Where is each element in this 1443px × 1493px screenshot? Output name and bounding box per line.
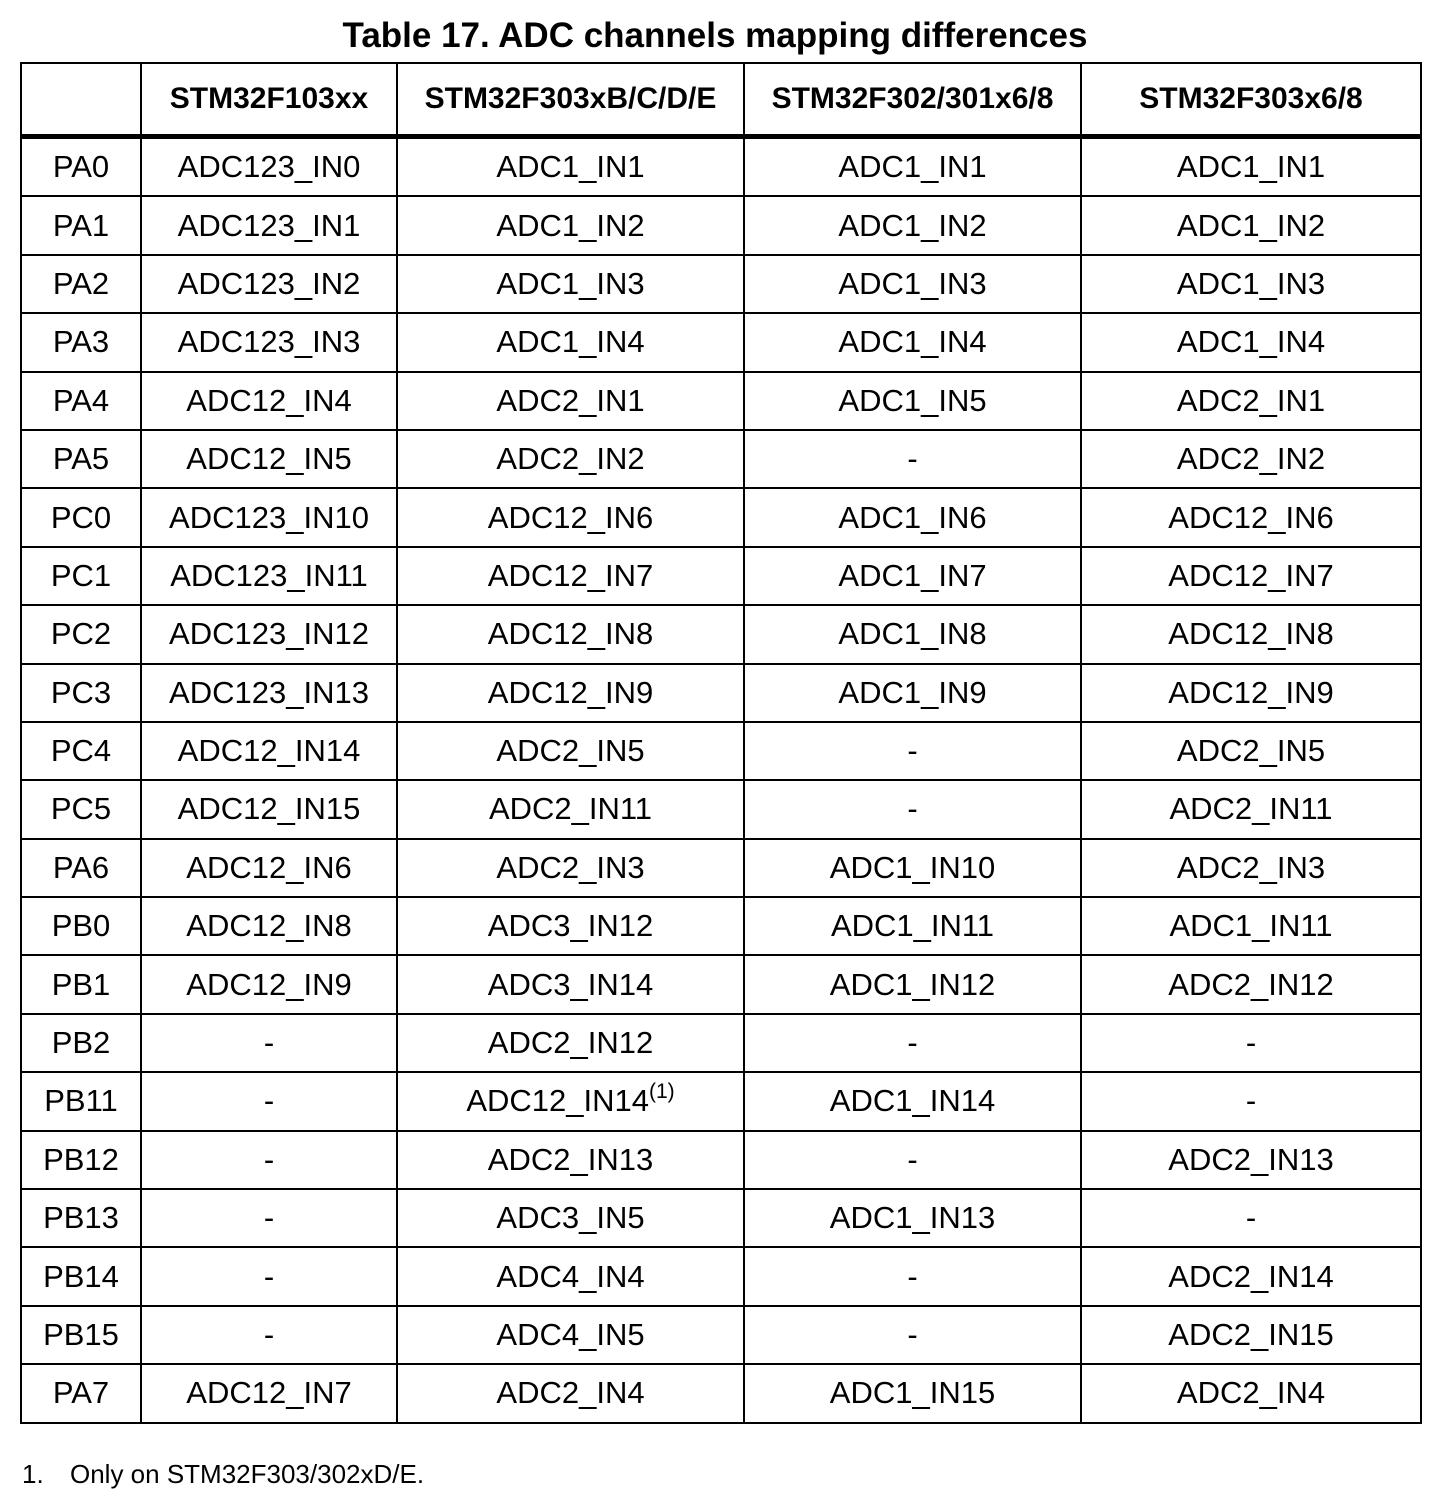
cell-stm32f302-301x68 [744,722,1081,780]
cell-stm32f103xx-text: ADC123_IN12 [169,616,369,652]
cell-stm32f303xbcde [397,313,744,371]
cell-stm32f303x68-text: ADC1_IN2 [1176,207,1326,243]
cell-stm32f303xbcde-text: ADC1_IN2 [496,207,645,243]
cell-stm32f303xbcde [397,196,744,254]
cell-stm32f302-301x68-text: ADC1_IN13 [829,1200,996,1236]
cell-stm32f303x68-text: ADC12_IN9 [1168,674,1334,710]
footnote-number: 1. [22,1459,44,1489]
cell-stm32f103xx [141,196,397,254]
cell-pin [21,664,141,722]
cell-stm32f303xbcde-text: ADC4_IN4 [496,1258,645,1294]
cell-stm32f303xbcde [397,839,744,897]
cell-stm32f303x68 [1081,547,1421,605]
cell-stm32f103xx-text: ADC12_IN5 [186,441,352,477]
cell-stm32f303xbcde [397,1247,744,1305]
cell-stm32f303x68 [1081,664,1421,722]
cell-stm32f103xx-text: ADC123_IN3 [177,324,361,360]
cell-stm32f302-301x68 [744,839,1081,897]
cell-pin [21,430,141,488]
table-row [21,430,1421,488]
cell-stm32f303x68-text: ADC2_IN1 [1176,382,1326,418]
header-stm32f303xbcde: STM32F303xB/C/D/E [397,63,744,137]
cell-stm32f303x68 [1081,780,1421,838]
cell-stm32f303x68 [1081,1072,1421,1130]
cell-stm32f302-301x68 [744,137,1081,197]
cell-pin [21,1189,141,1247]
cell-stm32f303x68-text: ADC1_IN11 [1169,908,1333,944]
cell-stm32f302-301x68-text: ADC1_IN10 [829,849,996,885]
header-stm32f302-301x68: STM32F302/301x6/8 [744,63,1081,137]
cell-stm32f103xx-text: - [263,1025,275,1061]
cell-stm32f302-301x68 [744,372,1081,430]
cell-stm32f303xbcde [397,897,744,955]
cell-stm32f303x68-text: ADC1_IN4 [1176,324,1326,360]
cell-stm32f103xx-text: ADC12_IN8 [186,908,352,944]
cell-stm32f302-301x68-text: ADC1_IN4 [838,324,987,360]
cell-stm32f303xbcde-text: ADC2_IN11 [488,791,653,827]
cell-stm32f103xx-text: ADC12_IN15 [177,791,361,827]
table-row [21,1306,1421,1364]
cell-pin-text: PA2 [52,265,110,301]
cell-stm32f302-301x68 [744,1364,1081,1422]
cell-stm32f303xbcde-text: ADC1_IN1 [496,149,645,185]
cell-pin-text: PA1 [52,207,110,243]
cell-pin-text: PB0 [51,908,111,944]
table-title: Table 17. ADC channels mapping differences [342,16,1088,55]
cell-stm32f103xx [141,1014,397,1072]
table-row [21,780,1421,838]
cell-stm32f303xbcde [397,1189,744,1247]
table-row [21,372,1421,430]
table-row [21,137,1421,197]
cell-stm32f103xx [141,955,397,1013]
cell-stm32f303xbcde [397,255,744,313]
cell-pin-text: PB1 [51,966,111,1002]
cell-pin [21,488,141,546]
table-row [21,839,1421,897]
cell-pin [21,372,141,430]
table-row [21,1072,1421,1130]
cell-stm32f303x68-text: - [1245,1025,1257,1061]
cell-stm32f103xx [141,137,397,197]
cell-pin-text: PA6 [52,849,110,885]
cell-pin-text: PC3 [50,674,112,710]
cell-stm32f303x68-text: ADC2_IN4 [1176,1375,1326,1411]
cell-pin [21,780,141,838]
cell-stm32f103xx [141,1072,397,1130]
cell-pin-text: PA7 [52,1375,110,1411]
cell-pin [21,137,141,197]
cell-stm32f303x68-text: ADC1_IN1 [1176,149,1326,185]
cell-stm32f302-301x68 [744,196,1081,254]
cell-stm32f303xbcde [397,488,744,546]
cell-stm32f302-301x68 [744,897,1081,955]
cell-pin-text: PC4 [50,733,112,769]
cell-stm32f303xbcde-text: ADC4_IN5 [496,1317,645,1352]
table-row [21,547,1421,605]
cell-stm32f302-301x68-text: ADC1_IN8 [838,616,987,652]
cell-stm32f302-301x68-text: ADC1_IN14 [829,1083,996,1119]
cell-stm32f303xbcde [397,1364,744,1422]
cell-pin-text: PA4 [52,382,110,418]
cell-stm32f303xbcde-text: ADC2_IN13 [487,1141,654,1177]
cell-stm32f303x68 [1081,1364,1421,1422]
cell-stm32f103xx [141,1364,397,1422]
cell-stm32f303x68-text: ADC2_IN15 [1168,1317,1334,1352]
cell-pin [21,1306,141,1364]
cell-stm32f303x68 [1081,1306,1421,1364]
table-row [21,196,1421,254]
table-row [21,955,1421,1013]
cell-stm32f303xbcde [397,1014,744,1072]
cell-stm32f303x68-text: ADC2_IN2 [1176,441,1326,477]
cell-stm32f303x68 [1081,605,1421,663]
cell-stm32f303x68-text: ADC1_IN3 [1176,265,1326,301]
cell-stm32f303xbcde-text: ADC2_IN1 [496,382,645,418]
table-row [21,722,1421,780]
header-pin [21,63,141,137]
cell-pin-text: PA3 [52,324,110,360]
cell-pin-text: PA0 [52,149,110,185]
cell-stm32f303xbcde-text: ADC1_IN3 [496,265,645,301]
cell-stm32f303x68-text: - [1245,1083,1257,1119]
cell-stm32f103xx [141,430,397,488]
cell-stm32f303x68 [1081,839,1421,897]
cell-pin-text: PC0 [50,499,112,535]
cell-stm32f103xx-text: ADC123_IN13 [169,674,369,710]
cell-stm32f303x68 [1081,1014,1421,1072]
cell-stm32f103xx-text: - [263,1200,275,1236]
header-stm32f303x68: STM32F303x6/8 [1081,63,1421,137]
cell-stm32f303xbcde-text: ADC3_IN12 [487,908,654,944]
cell-stm32f302-301x68-text: ADC1_IN12 [829,966,996,1002]
cell-pin-text: PA5 [52,441,110,477]
cell-stm32f302-301x68-text: ADC1_IN7 [838,557,987,593]
cell-stm32f103xx-text: ADC123_IN0 [177,149,361,185]
cell-stm32f303x68 [1081,955,1421,1013]
cell-stm32f302-301x68 [744,255,1081,313]
cell-pin [21,897,141,955]
table-row [21,1364,1421,1422]
cell-stm32f103xx-text: ADC123_IN1 [177,207,361,243]
cell-stm32f303x68-text: ADC2_IN13 [1168,1141,1334,1177]
cell-stm32f103xx-text: - [263,1083,275,1119]
cell-stm32f103xx [141,897,397,955]
table-row [21,488,1421,546]
cell-stm32f302-301x68-text: - [907,733,918,769]
cell-pin-text: PB13 [43,1200,119,1236]
cell-stm32f303x68-text: ADC12_IN7 [1168,557,1334,593]
cell-stm32f303xbcde [397,1072,744,1130]
cell-stm32f303x68-text: ADC2_IN14 [1168,1258,1334,1294]
cell-stm32f103xx-text: - [263,1141,275,1177]
cell-stm32f303xbcde-text: ADC3_IN14 [487,966,654,1002]
table-body [21,137,1421,1423]
cell-stm32f302-301x68-text: - [907,1141,918,1177]
cell-stm32f303xbcde-text: ADC12_IN8 [487,616,654,652]
cell-pin-text: PC5 [50,791,112,827]
cell-stm32f303x68-text: ADC12_IN6 [1168,499,1334,535]
cell-stm32f103xx [141,839,397,897]
cell-stm32f103xx [141,1247,397,1305]
cell-stm32f303xbcde-text: ADC2_IN2 [496,441,645,477]
cell-stm32f302-301x68 [744,488,1081,546]
cell-stm32f302-301x68 [744,1247,1081,1305]
cell-stm32f303x68-text: ADC12_IN8 [1168,616,1334,652]
cell-stm32f303xbcde [397,430,744,488]
cell-stm32f302-301x68-text: ADC1_IN11 [830,908,995,944]
cell-stm32f303xbcde [397,955,744,1013]
cell-stm32f303x68 [1081,255,1421,313]
cell-stm32f303x68 [1081,430,1421,488]
cell-stm32f303x68 [1081,1131,1421,1189]
cell-stm32f303xbcde-text: ADC1_IN4 [496,324,645,360]
cell-stm32f103xx [141,255,397,313]
cell-stm32f103xx [141,1306,397,1364]
cell-stm32f103xx-text: - [263,1317,275,1352]
cell-stm32f303xbcde-text: ADC12_IN9 [487,674,654,710]
cell-stm32f103xx-text: ADC12_IN4 [186,382,352,418]
cell-stm32f103xx [141,1189,397,1247]
cell-stm32f303xbcde-text: ADC2_IN3 [496,849,645,885]
cell-pin [21,955,141,1013]
cell-stm32f302-301x68-text: ADC1_IN1 [838,149,987,185]
cell-stm32f303xbcde [397,372,744,430]
cell-pin [21,547,141,605]
table-row [21,255,1421,313]
cell-pin [21,1364,141,1422]
cell-stm32f103xx-text: - [263,1258,275,1294]
cell-stm32f303xbcde [397,664,744,722]
cell-stm32f302-301x68-text: - [907,1317,918,1352]
cell-pin [21,1131,141,1189]
cell-stm32f103xx [141,605,397,663]
cell-stm32f303x68 [1081,372,1421,430]
cell-stm32f103xx [141,722,397,780]
table-row [21,605,1421,663]
cell-pin [21,1014,141,1072]
cell-stm32f302-301x68-text: ADC1_IN6 [838,499,987,535]
cell-stm32f303x68 [1081,137,1421,197]
cell-stm32f302-301x68-text: - [907,1025,918,1061]
cell-stm32f302-301x68 [744,547,1081,605]
cell-pin-text: PB14 [43,1258,119,1294]
cell-stm32f303xbcde [397,137,744,197]
cell-pin-text: PC2 [50,616,112,652]
footnote [22,1456,424,1492]
cell-stm32f303xbcde [397,1131,744,1189]
cell-pin [21,1247,141,1305]
table-row [21,664,1421,722]
cell-stm32f302-301x68 [744,664,1081,722]
footnote-reference: (1) [648,1080,675,1104]
cell-stm32f303x68-text: ADC2_IN11 [1169,791,1333,827]
table-row [21,1131,1421,1189]
cell-stm32f303xbcde-text: ADC2_IN4 [496,1375,645,1411]
cell-stm32f103xx-text: ADC123_IN11 [170,557,368,593]
cell-stm32f303xbcde [397,780,744,838]
cell-stm32f302-301x68 [744,1306,1081,1364]
cell-stm32f103xx [141,547,397,605]
cell-stm32f302-301x68 [744,780,1081,838]
cell-pin [21,255,141,313]
cell-stm32f303xbcde-text: ADC2_IN5 [496,733,645,769]
cell-stm32f302-301x68 [744,605,1081,663]
cell-stm32f103xx [141,372,397,430]
cell-stm32f303x68 [1081,1247,1421,1305]
cell-stm32f303xbcde [397,1306,744,1364]
cell-pin [21,722,141,780]
cell-stm32f302-301x68 [744,1131,1081,1189]
cell-stm32f302-301x68-text: ADC1_IN5 [838,382,987,418]
cell-stm32f303x68 [1081,1189,1421,1247]
cell-stm32f302-301x68-text: - [907,791,918,827]
cell-stm32f103xx-text: ADC12_IN9 [186,966,352,1002]
cell-pin [21,313,141,371]
cell-stm32f303x68-text: - [1245,1200,1257,1236]
cell-stm32f302-301x68-text: ADC1_IN3 [838,265,987,301]
cell-stm32f303xbcde-text: ADC12_IN7 [487,557,654,593]
table-row [21,1014,1421,1072]
cell-stm32f303x68 [1081,313,1421,371]
cell-stm32f303xbcde-text: ADC3_IN5 [496,1200,645,1236]
cell-stm32f303xbcde-text: ADC2_IN12 [487,1025,654,1061]
cell-stm32f303x68 [1081,897,1421,955]
cell-stm32f303x68-text: ADC2_IN12 [1168,966,1334,1002]
cell-stm32f302-301x68 [744,1189,1081,1247]
cell-pin [21,839,141,897]
cell-stm32f302-301x68-text: ADC1_IN9 [838,674,987,710]
cell-pin-text: PB2 [51,1025,111,1061]
cell-pin-text: PB15 [43,1317,119,1352]
cell-stm32f302-301x68 [744,430,1081,488]
cell-stm32f303xbcde [397,722,744,780]
header-stm32f103xx: STM32F103xx [141,63,397,137]
cell-stm32f303x68-text: ADC2_IN5 [1176,733,1326,769]
footnote-text: Only on STM32F303/302xD/E. [70,1459,425,1489]
cell-stm32f302-301x68-text: - [907,1258,918,1294]
cell-pin-text: PB11 [44,1083,118,1119]
cell-stm32f302-301x68-text: ADC1_IN2 [838,207,987,243]
cell-stm32f302-301x68 [744,1014,1081,1072]
cell-stm32f302-301x68 [744,313,1081,371]
cell-pin [21,196,141,254]
table-row [21,1247,1421,1305]
cell-stm32f303x68-text: ADC2_IN3 [1176,849,1326,885]
cell-stm32f103xx-text: ADC12_IN7 [186,1375,352,1411]
cell-pin-text: PC1 [50,557,112,593]
cell-stm32f302-301x68-text: - [907,441,918,477]
cell-stm32f303xbcde [397,547,744,605]
cell-stm32f103xx [141,780,397,838]
cell-stm32f302-301x68-text: ADC1_IN15 [829,1375,996,1411]
table-row [21,313,1421,371]
cell-stm32f103xx [141,664,397,722]
cell-stm32f103xx-text: ADC123_IN10 [169,499,369,535]
cell-pin [21,605,141,663]
table-header-row [21,63,1421,137]
cell-stm32f302-301x68 [744,1072,1081,1130]
cell-stm32f103xx-text: ADC12_IN6 [186,849,352,885]
table-row [21,1189,1421,1247]
cell-stm32f303xbcde-text: ADC12_IN14 [466,1083,649,1119]
cell-stm32f303xbcde-text: ADC12_IN6 [487,499,654,535]
cell-stm32f303xbcde [397,605,744,663]
cell-stm32f303x68 [1081,196,1421,254]
cell-stm32f103xx-text: ADC123_IN2 [177,265,361,301]
cell-stm32f303x68 [1081,488,1421,546]
cell-stm32f103xx [141,1131,397,1189]
cell-stm32f302-301x68 [744,955,1081,1013]
cell-stm32f103xx [141,488,397,546]
cell-pin-text: PB12 [43,1141,119,1177]
cell-pin [21,1072,141,1130]
table-row [21,897,1421,955]
cell-stm32f303x68 [1081,722,1421,780]
adc-mapping-table [20,62,1422,1424]
cell-stm32f103xx-text: ADC12_IN14 [177,733,361,769]
cell-stm32f103xx [141,313,397,371]
